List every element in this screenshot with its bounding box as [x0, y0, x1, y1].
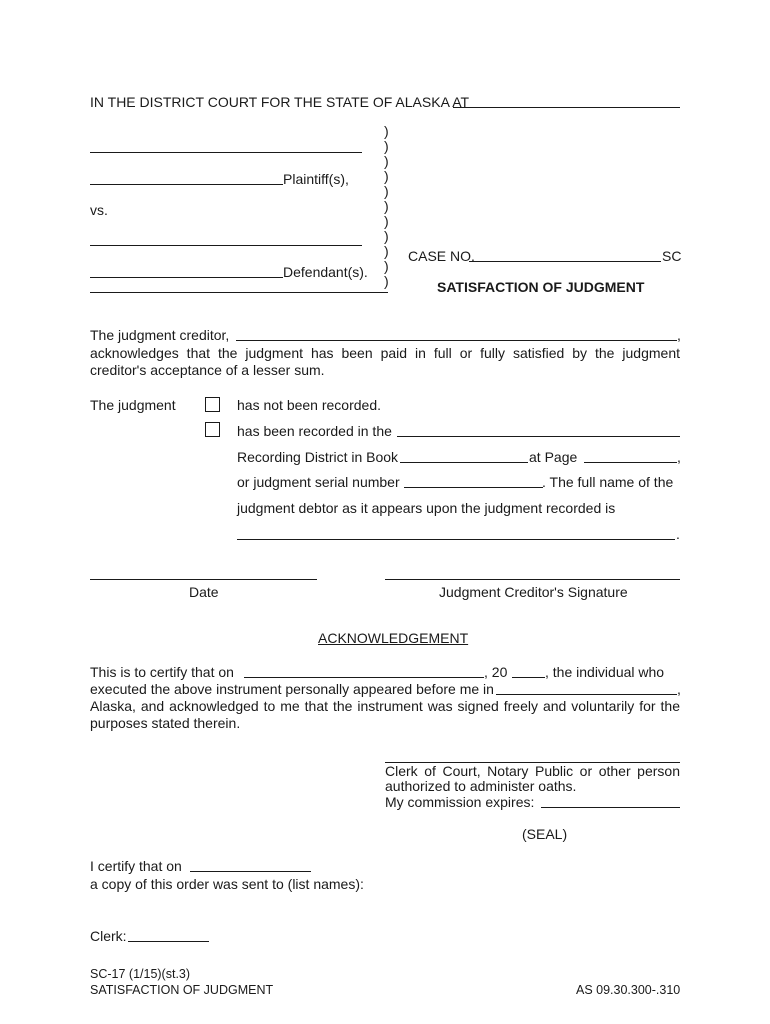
ack-line-4: purposes stated therein. [90, 715, 241, 731]
case-suffix: SC [662, 248, 682, 264]
recorded-label: has been recorded in the [237, 423, 392, 439]
not-recorded-checkbox[interactable] [205, 397, 220, 412]
date-signature-line[interactable] [90, 579, 317, 580]
caption-paren: ) [384, 153, 389, 169]
ack-text-line-2: creditor's acceptance of a lesser sum. [90, 362, 325, 378]
defendant-label: Defendant(s). [283, 264, 368, 280]
serial-number-field[interactable] [404, 487, 543, 488]
ack-text-line-1: acknowledges that the judgment has been paid in full or fully satisfied by the judgment [90, 345, 680, 361]
judgment-label: The judgment [90, 397, 176, 413]
caption-paren: ) [384, 183, 389, 199]
recording-district-label: Recording District in Book [237, 449, 399, 465]
caption-paren: ) [384, 138, 389, 154]
plaintiff-name-line-2[interactable] [90, 184, 283, 185]
creditor-signature-label: Judgment Creditor's Signature [439, 584, 628, 600]
full-name-label: . The full name of the [542, 474, 674, 490]
acknowledgement-title: ACKNOWLEDGEMENT [318, 630, 469, 646]
plaintiff-label: Plaintiff(s), [283, 171, 349, 187]
vs-label: vs. [90, 202, 108, 218]
debtor-period: . [676, 526, 680, 542]
caption-paren: ) [384, 273, 389, 289]
defendant-name-line-2[interactable] [90, 277, 283, 278]
caption-paren: ) [384, 168, 389, 184]
creditor-name-field[interactable] [236, 340, 677, 341]
form-code: SC-17 (1/15)(st.3) [90, 967, 191, 981]
caption-paren: ) [384, 198, 389, 214]
caption-paren: ) [384, 228, 389, 244]
page-comma: , [677, 449, 681, 465]
ack-date-field[interactable] [244, 677, 484, 678]
ack-year-field[interactable] [512, 677, 545, 678]
recording-district-field[interactable] [397, 436, 680, 437]
not-recorded-label: has not been recorded. [237, 397, 381, 413]
clerk-line-1: Clerk of Court, Notary Public or other person [385, 763, 680, 779]
certify-suffix: , the individual who [545, 664, 665, 680]
court-location-field[interactable] [453, 107, 680, 108]
page-field[interactable] [584, 462, 677, 463]
creditor-label: The judgment creditor, [90, 327, 230, 343]
ack-line-2: executed the above instrument personally appeared before me in [90, 681, 494, 697]
clerk-name-field[interactable] [128, 941, 209, 942]
at-page-label: at Page [529, 449, 578, 465]
recorded-checkbox[interactable] [205, 422, 220, 437]
serial-label: or judgment serial number [237, 474, 400, 490]
form-title: SATISFACTION OF JUDGMENT [437, 279, 645, 295]
commission-expires-field[interactable] [541, 807, 680, 808]
court-title: IN THE DISTRICT COURT FOR THE STATE OF ALASKA AT [90, 94, 470, 110]
case-number-field[interactable] [469, 261, 661, 262]
caption-paren: ) [384, 243, 389, 259]
debtor-label: judgment debtor as it appears upon the judgment recorded is [237, 500, 616, 516]
debtor-name-field[interactable] [237, 539, 675, 540]
statute-reference: AS 09.30.300-.310 [576, 983, 681, 997]
caption-bottom-rule [90, 292, 388, 293]
caption-paren: ) [384, 258, 389, 274]
seal-label: (SEAL) [522, 826, 568, 842]
creditor-signature-line[interactable] [385, 579, 680, 580]
ack-location-field[interactable] [496, 694, 677, 695]
footer-form-name: SATISFACTION OF JUDGMENT [90, 983, 274, 997]
defendant-name-line-1[interactable] [90, 245, 362, 246]
clerk-label: Clerk: [90, 928, 127, 944]
date-label: Date [189, 584, 219, 600]
caption-paren: ) [384, 123, 389, 139]
ack-location-comma: , [677, 681, 681, 697]
commission-label: My commission expires: [385, 794, 535, 810]
ack-line-3: Alaska, and acknowledged to me that the instrument was signed freely and voluntarily for the [90, 698, 680, 714]
copy-sent-label: a copy of this order was sent to (list names): [90, 876, 364, 892]
caption-paren: ) [384, 213, 389, 229]
certify-prefix: This is to certify that on [90, 664, 234, 680]
year-prefix: , 20 [484, 664, 508, 680]
case-no-label: CASE NO. [408, 248, 475, 264]
plaintiff-name-line-1[interactable] [90, 152, 362, 153]
distribution-date-field[interactable] [190, 871, 311, 872]
clerk-line-2: authorized to administer oaths. [385, 778, 577, 794]
book-field[interactable] [400, 462, 528, 463]
creditor-comma: , [677, 327, 681, 343]
distribution-certify-label: I certify that on [90, 858, 182, 874]
